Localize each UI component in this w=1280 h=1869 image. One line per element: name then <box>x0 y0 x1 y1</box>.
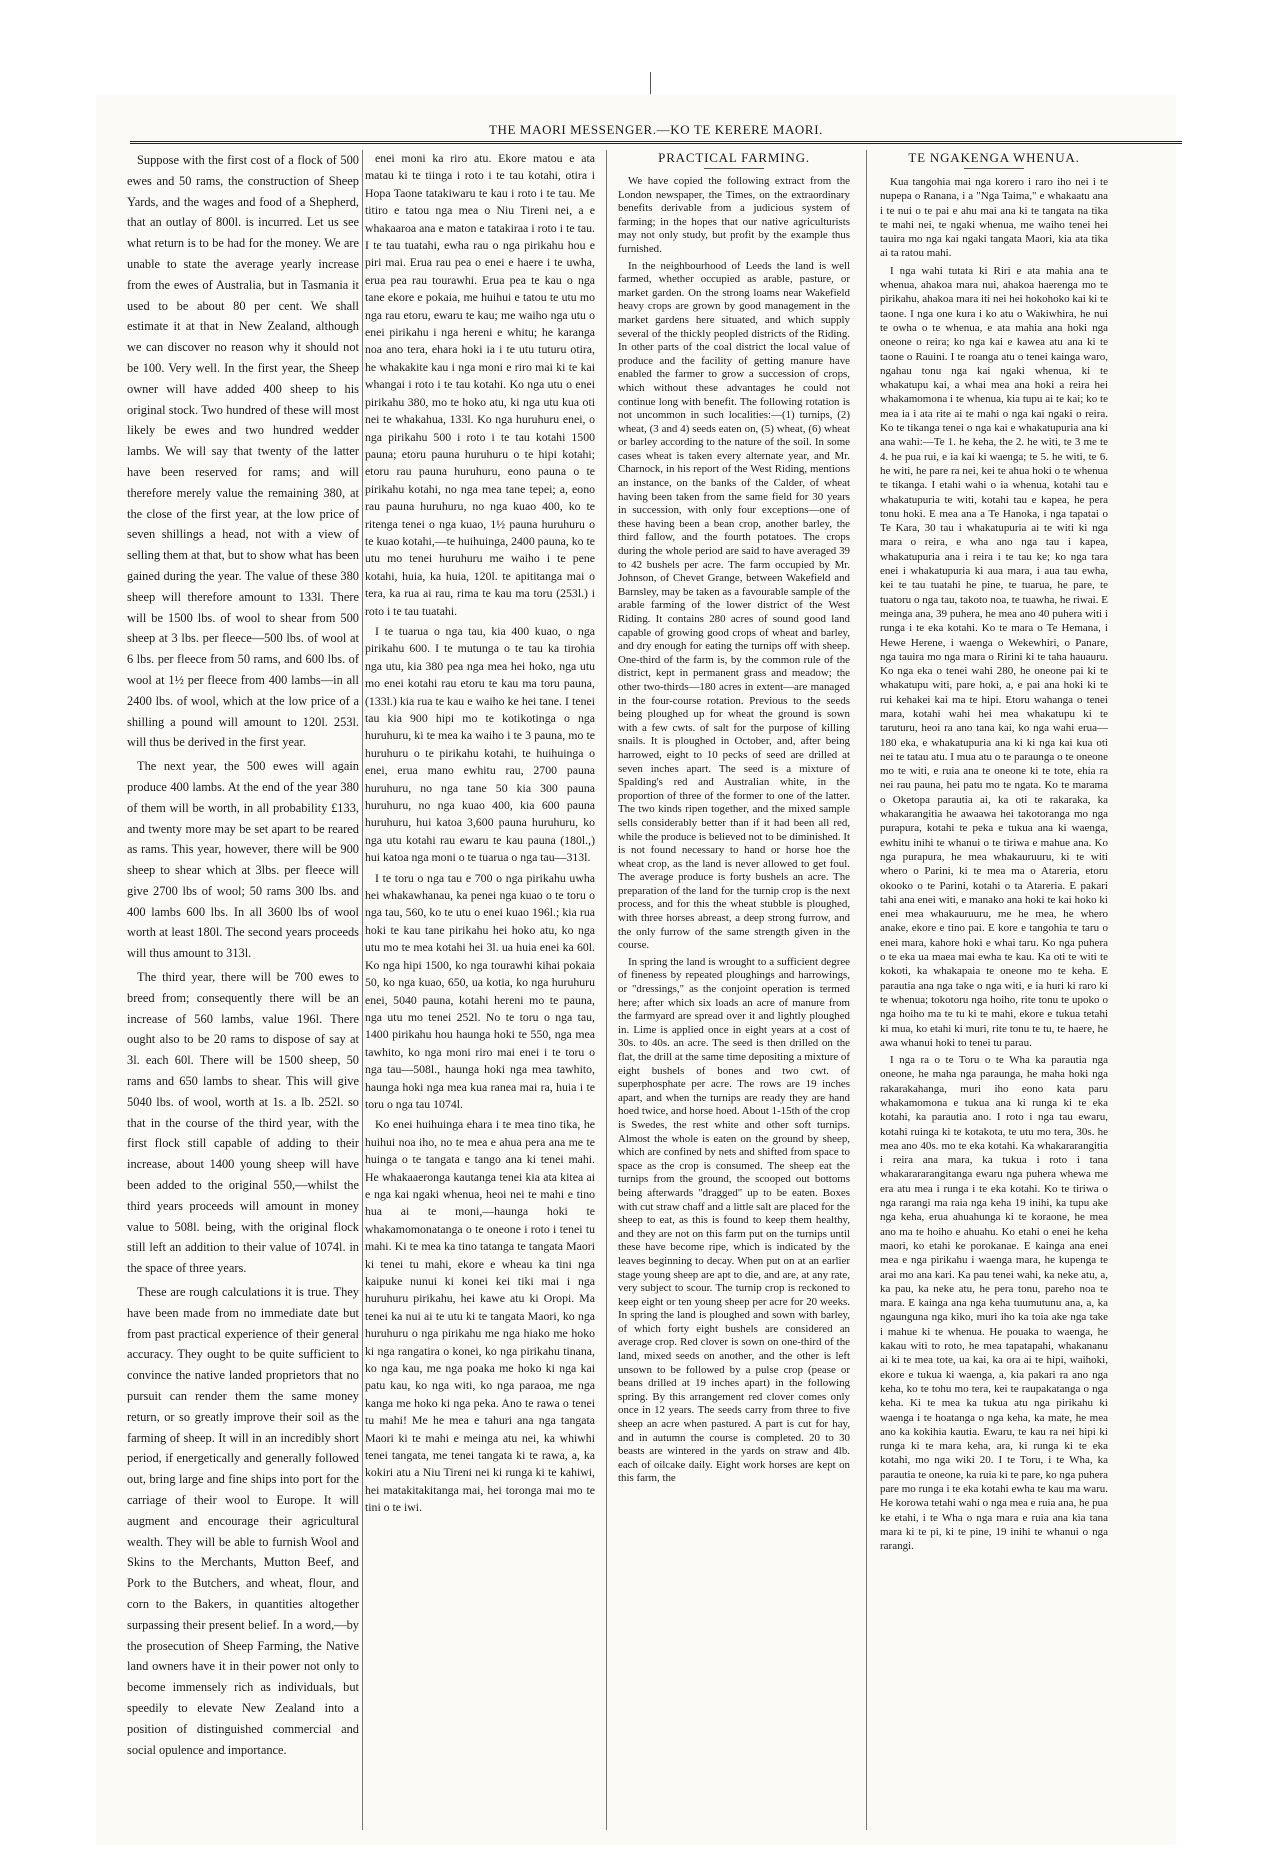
page-masthead: THE MAORI MESSENGER.—KO TE KERERE MAORI. <box>489 122 823 137</box>
article-paragraph: I nga ra o te Toru o te Wha ka parautia nga oneone, he maha nga paraunga, he maha hoki nga rakarakahanga, muri iho eono kata paru whakamomona e tukua ana ki runga ki te eka kotahi, ka parautia ano. I roto i nga tau ewaru, kotahi ruinga ki te kotakota, te utu mo tera, 30s. he mea ano 40s. mo te eka kotahi. Ka whakararangitia i reira ana mara, ka tukua i roto i tana whakarararangitanga ewaru nga puhera whewa me era atu mea i runga i te eka kotahi. Ko te tiriwa o nga rarangi ma raia nga keha 19 inihi, ka tupu ake nga keha, erua ahuahunga ki te koraone, he mea ano ma te hoiho e ahuahu. Ko etahi o enei he keha maori, ko etahi ke porokanae. E kainga ana enei mea e nga pirikahu i waenga mara, he kupenga te arai mo ana kari. Ka pau tenei wahi, ka neke atu, a, ka pau, ka neke atu, he pera tonu, pareho noa te mara. E kainga ana nga keha tuumutunu ana, a, ka ngaunguna nga kiko, muri iho ka toia ake nga take i mahue ki te whenua. He pouaka to waenga, he kakau witi to roto, he mea tapatapahi, whakananu ai ki te mea tote, ua kai, ka ora ai te hipi, waihoki, ekore e tukua ki waenga, a, kia pakari ra ano nga keha, ko te tohu mo tera, kei te raupakatanga o nga keha. Ki te mea ka tukua atu nga pirikahu ki waenga i te hoatanga o nga keha, ka mate, he mea ano ka kokihia kautia. Ewaru, te kau ra nei hipi ki runga ki te mara keha, ara, ki runga ki te eka kotahi, mo nga wiki 20. I te Toru, i te Wha, ka parautia te oneone, ka ruia ki te pare, ko nga puhera pare mo runga i te eka kotahi ewha te kau ma waru. He korowa tetahi wahi o nga mea e ruia ana, he pua ke etahi, i te Wha o nga mara e ruia ana kia tana mara ki te pi, ki te pine, 19 inihi te whanui o nga rarangi. <box>880 1054 1108 1553</box>
article-paragraph: enei moni ka riro atu. Ekore matou e ata matau ki te tiinga i roto i te tau kotahi, otira i Hopa Taone tatakiwaru te kau i roto i te tau. Me titiro e tatou nga mea o Niu Tireni nei, a e whakaaroa ana e maton e tatakiraa i roto i te tau. I te tau tuatahi, ewha rau o nga pirikahu hou e piri mai. Erua rau pea o enei e haere i te uwha, erua pea rau tourawhi. Erua pea te kau o nga tane ekore e pokaia, me huihui e tatou te utu mo nga rau etoru, ewaru te kau; me waiho nga utu o enei pirikahu i nga hereni e whitu; he karanga noa ano tera, ehara hoki ia i te utu tuturu otira, he whakakite kau i nga moni e riro mai ki te kai whangai i roto i te tau kotahi. Ko nga utu o enei pirikahu 380, mo te hoko atu, ki nga utu kua oti nei te whakahua, 133l. Ko nga huruhuru enei, o nga pirikahu 500 i roto i te tau kotahi 1500 pauna; etoru pauna huruhuru o te hipi kotahi; etoru rau pauna huruhuru, eono pauna o te pirikahu kotahi, no nga mea tane tepei; a, eono rau pauna huruhuru, no nga kuao 400, ko te ritenga tenei o nga kuao, 1½ pauna huruhuru o te kuao kotahi,—te huihuinga, 2400 pauna, ko te utu mo tenei huruhuru me waiho i te pene kotahi, huia, ka huia, 120l. te apititanga mai o tera, ka rua ai rau, rima te kau ma toru (253l.) i roto i te tau tuatahi. <box>365 151 595 618</box>
column-divider <box>606 150 607 1830</box>
heading-rule <box>704 168 764 169</box>
article-paragraph: These are rough calculations it is true. They have been made from no immediate date but from past practical experience of their general accuracy. They ought to be quite sufficient to convince the native landed proprietors that no pursuit can render them the same money return, or so greatly improve their soil as the farming of sheep. It will in an incredibly short period, if energetically and generally followed out, bring large and fine ships into port for the carriage of their wool to Europe. It will augment and encourage their agricultural wealth. They will be able to furnish Wool and Skins to the Merchants, Mutton Beef, and Pork to the Butchers, and wheat, flour, and corn to the Bakers, in quantities altogether surpassing their present belief. In a word,—by the prosecution of Sheep Farming, the Native land owners have it in their power not only to become immensely rich as individuals, but speedily to elevate New Zealand into a position of distinguished commercial and social opulence and importance. <box>127 1285 359 1757</box>
heading-rule <box>964 168 1024 169</box>
column-divider <box>362 150 363 1830</box>
article-paragraph: In spring the land is wrought to a sufficient degree of fineness by repeated ploughings and harrowings, or "dressings," as the conjoint operation is termed here; after which six loads an acre of manure from the farmyard are spread over it and lightly ploughed in. Lime is applied once in eight years at a cost of 30s. to 40s. an acre. The seed is then drilled on the flat, the drill at the same time depositing a mixture of eight bushels of bones and two cwt. of superphosphate per acre. The rows are 19 inches apart, and when the turnips are ready they are hand hoed twice, and horse hoed. About 1-15th of the crop is Swedes, the rest white and other soft turnips. Almost the whole is eaten on the ground by sheep, which are confined by nets and shifted from space to space as the crop is consumed. The sheep eat the turnips from the ground, the scooped out bottoms being afterwards "dragged" up to be eaten. Boxes with cut straw chaff and a little salt are placed for the sheep to eat, as this is found to keep them healthy, and they are not on this farm put on the turnips until these have become ripe, which is indicated by the leaves beginning to decay. When put on at an earlier stage young sheep are apt to die, and are, at any rate, very subject to scour. The turnip crop is reckoned to keep eight or ten young sheep per acre for 20 weeks. In spring the land is ploughed and sown with barley, of which forty eight bushels are considered an average crop. Red clover is sown on one-third of the land, mixed seeds on another, and the other is left unsown to be followed by a pulse crop (pease or beans drilled at 19 inches apart) in the following spring. By this arrangement red clover comes only once in 12 years. The seeds carry from three to five sheep an acre when pastured. A part is cut for hay, and in autumn the course is completed. 20 to 30 beasts are wintered in the yards on straw and 4lb. each of oilcake daily. Eight work horses are kept on this farm, the <box>618 955 850 1485</box>
article-heading: TE NGAKENGA WHENUA. <box>908 150 1080 165</box>
column-sheep-farming-maori <box>365 150 595 1846</box>
masthead-rule <box>130 141 1182 144</box>
article-paragraph: I te toru o nga tau e 700 o nga pirikahu uwha hei whakawhanau, ka penei nga kuao o te toru o nga tau, 560, ko te utu o enei kuao 196l.; kia rua hoki te kau tane pirikahu hei hoko atu, ko nga utu mo te mea kotahi hei 3l. ua huia enei ka 60l. Ko nga hipi 1500, ko nga tourawhi kihai pokaia 50, ko nga kuao, 650, ua kotia, ko nga huruhuru enei, 5040 pauna, kotahi hereni mo te pauna, nga utu mo tenei 252l. No te toru o nga tau, 1400 pirikahu hou haunga hoki te 550, nga mea tawhito, ko nga moni riro mai enei i te toru o nga tau—508l., haunga hoki nga mea tawhito, haunga hoki nga mea kua ranea mai ra, huia i te toru o nga tau 1074l. <box>365 870 595 1111</box>
article-paragraph: In the neighbourhood of Leeds the land is well farmed, whether occupied as arable, pasture, or market garden. On the strong loams near Wakefield heavy crops are grown by good management in the market gardens here situated, and which supply several of the thickly peopled districts of the Riding. In other parts of the coal district the local value of produce and the facility of getting manure have enabled the farmer to grow a succession of crops, which without these advantages he could not continue long with benefit. The following rotation is not uncommon in such localities:—(1) turnips, (2) wheat, (3 and 4) seeds eaten on, (5) wheat, (6) wheat or barley according to the nature of the soil. In some cases wheat is taken every alternate year, and Mr. Charnock, in his report of the West Riding, mentions an instance, on the banks of the Calder, of wheat having been taken from the same field for 30 years in succession, with only four exceptions—one of these having been a bean crop, another barley, the third fallow, and the fourth potatoes. The crops during the whole period are said to have averaged 39 to 42 bushels per acre. The farm occupied by Mr. Johnson, of Chevet Grange, between Wakefield and Barnsley, may be taken as a favourable sample of the arable farming of the lower district of the West Riding. It contains 280 acres of sound good land capable of growing good crops of wheat and barley, and dry enough for eating the turnips off with sheep. One-third of the farm is, by the common rule of the district, kept in permanent grass and meadow; the other two-thirds—180 acres in extent—are managed in the four-course rotation. Previous to the seeds being ploughed up for wheat the ground is sown with a few cwts. of salt for the purpose of killing snails. It is ploughed in October, and, after being harrowed, eight to 10 pecks of seed are drilled at seven inches apart. The seed is a mixture of Spalding's red and Australian white, in the proportion of three of the former to one of the latter. The two kinds ripen together, and the mixed sample sells considerably better than if it had been all red, while the produce is believed not to be diminished. It is not found necessary to hand or horse hoe the wheat crop, as the land is never allowed to get foul. The average produce is forty bushels an acre. The preparation of the land for the turnip crop is the next process, and for this the wheat stubble is ploughed, with three horses abreast, a deep strong furrow, and the only furrow of the same strength given in the course. <box>618 259 850 952</box>
stray-ink-mark <box>650 72 651 94</box>
article-paragraph: The next year, the 500 ewes will again produce 400 lambs. At the end of the year 380 of them will be worth, in all probability £133, and twenty more may be set apart to be reared as rams. This year, however, there will be 900 sheep to shear which at 3lbs. per fleece will give 2700 lbs of wool; 50 rams 300 lbs. and 400 lambs 600 lbs. In all 3600 lbs of wool worth at least 180l. The second years proceeds will thus amount to 313l. <box>127 759 359 961</box>
column-divider <box>866 150 867 1830</box>
article-paragraph: Ko enei huihuinga ehara i te mea tino tika, he huihui noa iho, no te mea e ahua pera ana me te huinga o te tangata e tango ana ki tenei mahi. He whakaaeronga kautanga tenei kia ata kitea ai e nga kai ngaki whenua, heoi nei te mahi e tino hua ai te moni,—haunga hoki te whakamomonatanga o te oneone i roto i tenei tu mahi. Ki te mea ka tino tatanga te tangata Maori ki tenei tu mahi, ekore e wheau ka tini nga kaipuke nunui ki konei kei tiki mai i nga huruhuru pirikahu, hei kawe atu ki Oropi. Ma tenei ka nui ai te utu ki te tangata Maori, ko nga huruhuru o nga pirikahu me nga hiako me hoko ki nga rangatira o konei, ko nga pirikahu tinana, ko nga kau, me nga poaka me hoko ki nga kai patu kau, ko nga witi, ko nga paraoa, me nga kanga me hoko ki nga peka. Ano te rawa o tenei tu mahi! Me he mea e tahuri ana nga tangata Maori ki te mahi e meinga atu nei, ka whiwhi tenei tangata, me tenei tangata ki te rawa, a, ka kokiri atu a Niu Tireni nei ki runga ki te kahiwi, hei matakitakitanga mai, hei toronga mai mo te tini o te iwi. <box>365 1117 595 1515</box>
article-paragraph: I nga wahi tutata ki Riri e ata mahia ana te whenua, ahakoa mara nui, ahakoa haerenga mo te pirikahu, ahakoa mara iti nei hei hokohoko kai ki te taone. I nga one kura i ko atu o Wakiwhira, he nui te owha o te whenua, e ata mahia ana hoki nga oneone o reira; ko nga kai e kawea atu ana ki te taone o Rauini. I te roanga atu o tenei kainga waro, ngahau tonu nga kai ngaki whenua, ki te whakatupu kai, a whai mea ana hoki a reira hei whakamomona i te whenua, kia tupu ai te kai; ko te mea ia i ata rite ai te mahi o nga kai ngaki o reira. Ko te tikanga tenei o nga kai e whakatupuria ana ki ana wahi:—Te 1. he keha, the 2. he witi, te 3 me te 4. he pua rui, e ia kai ki waenga; te 5. he witi, te 6. he witi, he pare ra nei, kei te ahua hoki o te whenua te tikanga. I etahi wahi o ia whenua, kotahi tau e whakatupuria te witi, kotahi tau e kapea, he pera tonu hoki. E mea ana a Te Hanoka, i nga tapatai o Te Kara, 30 tau i whakatupuria ai te witi ki nga mara o reira, e wha ano nga tau i kapea, whakatupuria ana i reira i te tau ke; ko nga tara enei i whakatupuria ki aua mara, i aua tau ewha, kei te tau tuatahi he pine, te tuarua, he pare, te tuatoru o nga tau, takoto noa, te tuawha, he riwai. E meinga ana, 39 puhera, he mea ano 40 puhera witi i runga i te eka kotahi. Ko te mara o Te Hemana, i Hewe Herene, i waenga o Wekewhiri, o Panare, nga tauira mo nga mara o Ririni ki te taha hauauru. Ko nga eka o tenei wahi 280, he oneone pai ki te whakatupu witi, pare hoki, a, e pai ana hoki ki te rui kehakei kai ma te hipi. Etoru wahanga o tenei mara, kotahi wahi hei mea whakatupu ki te taruturu, heoi ra ano tana kai, ko nga wahi erua—180 eka, e whakatupuria ana ki ki nga kai kua oti nei te tatau atu. I mua atu o te paraunga o te oneone mo te witi, e ruia ana te oneone ki te tote, ehia ra nei rau pauna, hei patu mo te ngata. Ko te marama o Oketopa parautia ai, ka oti te rakaraka, ka whakarangitia he awaawa hei takotoranga mo nga purapura, kotahi te peka e tukua ana ki waenga, ewhitu inihi te whanui o te tiriwa e mahue ana. Ko nga purapura, he mea whakauruuru, ki te witi whero o Parini, ki te mea ma o Atareria, etoru okooko o te Parini, kotahi o ta Atareria. E pakari tahi ana enei witi, e manako ana hoki te kai hoko ki enei mea whakauruuru, me he mea, he whero anake, ekore e tino pai. E kore e tangohia te taru o enei mara, kahore hoki e whai taru. Ko nga puhera o te eka ua maea mai ewha te kau. Ka oti te witi te kokoti, ka whakapaia te oneone mo te keha. E parautia ana nga take o nga witi, e ia huri ki raro ki te whenua; tokotoru nga hoiho, rite tonu te upoko o nga hoiho ma te tu ki te mahi, ekore e tukua tetahi ki mua, ko etahi ki muri, rite tonu te tu, te haere, he awa whanui hoki to tenei tu parau. <box>880 264 1108 1049</box>
article-paragraph: I te tuarua o nga tau, kia 400 kuao, o nga pirikahu 600. I te mutunga o te tau ka tirohia nga utu, kia 380 pea nga mea hei hoko, nga utu mo enei kotahi rau etoru te kau ma toru pauna, (133l.) kia rua te kau e waiho ke hei tane. I tenei tau kia 900 hipi mo te kotikotinga o nga huruhuru, ki te mea ka waiho i te 3 pauna, mo te huruhuru o te pirikahu kotahi, te huihuinga o enei, erua mano ewhitu rau, 2700 pauna huruhuru, no nga tane 50 kia 300 pauna huruhuru, no nga kuao 400, kia 600 pauna huruhuru, hui katoa 3,600 pauna huruhuru, ko nga utu kotahi rau ewaru te kau pauna (180l.,) hui katoa nga moni o te tuarua o nga tau—313l. <box>365 623 595 865</box>
column-te-ngakenga-whenua <box>880 150 1108 1846</box>
column-sheep-farming-english <box>127 150 359 1846</box>
article-paragraph: We have copied the following extract from the London newspaper, the Times, on the extraordinary benefits derivable from a judicious system of farming; in the hopes that our native agriculturists may not only study, but profit by the example thus furnished. <box>618 175 850 255</box>
article-paragraph: Kua tangohia mai nga korero i raro iho nei i te nupepa o Ranana, i a "Nga Taima," e whakaatu ana i te nui o te pai e ahu mai ana ki te tangata na tika te mahi nei, te ngaki whenua, me waiho tenei hei tauira mo nga kai ngaki tangata Maori, kia ata tika ai ta ratou mahi. <box>880 176 1108 260</box>
article-paragraph: Suppose with the first cost of a flock of 500 ewes and 50 rams, the construction of Sheep Yards, and the wages and food of a Shepherd, that an outlay of 800l. is incurred. Let us see what return is to be had for the money. We are unable to state the average yearly increase from the ewes of Australia, but in Tasmania it used to be about 80 per cent. We shall estimate it at that in New Zealand, although we can discover no reason why it should not be 100. Very well. In the first year, the Sheep owner will have added 400 sheep to his original stock. Two hundred of these will most likely be ewes and two hundred wedder lambs. We will say that twenty of the latter have been reserved for rams; and will therefore merely value the remaining 380, at the close of the first year, at the low price of seven shillings a head, not with a view of selling them at that, but to show what has been gained during the year. The value of these 380 sheep will therefore amount to 133l. There will be 1500 lbs. of wool to shear from 500 sheep at 3 lbs. per fleece—500 lbs. of wool at 6 lbs. per fleece from 50 rams, and 600 lbs. of wool at 1½ per fleece from 400 lambs—in all 2400 lbs. of wool, which at the low price of a shilling a pound will amount to 120l. 253l. will thus be derived in the first year. <box>127 153 359 750</box>
article-heading: PRACTICAL FARMING. <box>658 150 810 165</box>
column-practical-farming <box>618 150 850 1846</box>
article-paragraph: The third year, there will be 700 ewes to breed from; consequently there will be an increase of 560 lambs, value 196l. There ought also to be 20 rams to dispose of say at 3l. each 60l. There will be 1500 sheep, 50 rams and 650 lambs to shear. This will give 5040 lbs. of wool, worth at 1s. a lb. 252l. so that in the course of the third year, with the first flock still capable of adding to their increase, about 1400 young sheep will have been added to the original 550,—whilst the third years proceeds will amount in money value to 508l. being, with the original flock still left an addition to their value of 1074l. in the space of three years. <box>127 970 359 1276</box>
